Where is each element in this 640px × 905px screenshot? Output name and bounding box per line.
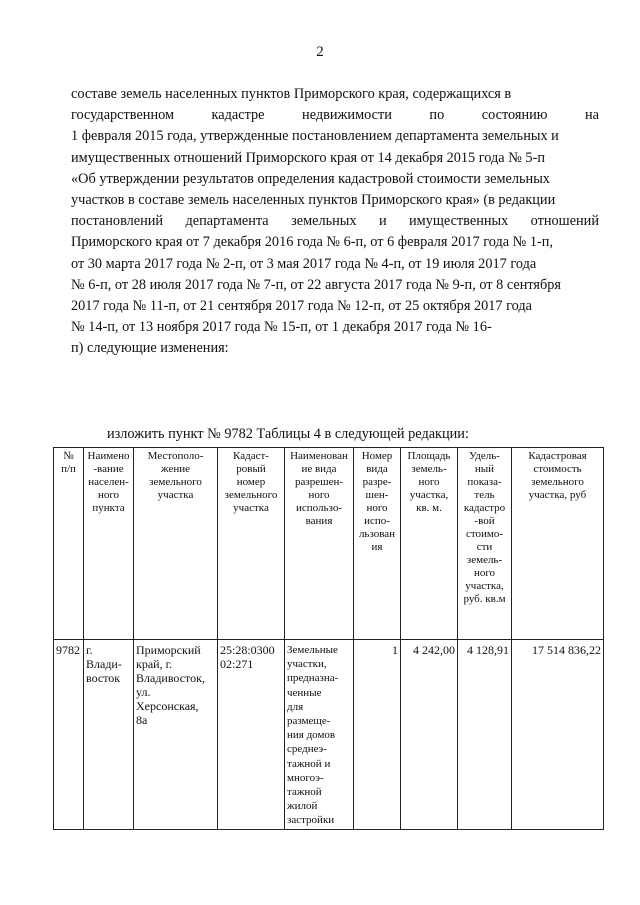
cell-area: 4 242,00 — [401, 640, 458, 830]
body-line: «Об утверждении результатов определения кадастровой стоимости земельных — [71, 170, 550, 187]
table-header-row — [54, 448, 604, 640]
body-line: имущественных отношений Приморского края от 14 декабря 2015 года № 5-п — [71, 149, 545, 166]
body-line: от 30 марта 2017 года № 2-п, от 3 мая 2017 года № 4-п, от 19 июля 2017 года — [71, 255, 537, 272]
body-line: Приморского края от 7 декабря 2016 года № 6-п, от 6 февраля 2017 года № 1-п, — [71, 234, 554, 251]
header-cell-location: Местополо- жение земельного участка — [134, 448, 218, 640]
body-line: № 6-п, от 28 июля 2017 года № 7-п, от 22 августа 2017 года № 9-п, от 8 сентября — [71, 276, 562, 293]
cell-number: 9782 — [54, 640, 84, 830]
page-number: 2 — [316, 44, 324, 60]
header-cell-use-name: Наименован ие вида разрешен- ного использо- вания — [285, 448, 354, 640]
header-cell-settlement: Наимено -вание населен- ного пункта — [84, 448, 134, 640]
body-line: государственном кадастре недвижимости по состоянию на — [71, 107, 599, 124]
cell-cadastral-number: 25:28:0300 02:271 — [218, 640, 285, 830]
header-cell-number: № п/п — [54, 448, 84, 640]
instruction-text: изложить пункт № 9782 Таблицы 4 в следующей редакции: — [107, 426, 469, 442]
cell-cadastral-value: 17 514 836,22 — [512, 640, 604, 830]
body-line: п) следующие изменения: — [71, 340, 229, 357]
header-cell-specific-value: Удель- ный показа- тель кадастро -вой стоимо- сти земель- ного участка, руб. кв.м — [458, 448, 512, 640]
body-line: 1 февраля 2015 года, утвержденные постановлением департамента земельных и — [71, 128, 559, 145]
cadastral-table — [53, 447, 604, 830]
cell-specific-value: 4 128,91 — [458, 640, 512, 830]
body-line: постановлений департамента земельных и имущественных отношений — [71, 213, 599, 230]
header-cell-cadastral-number: Кадаст- ровый номер земельного участка — [218, 448, 285, 640]
header-cell-area: Площадь земель- ного участка, кв. м. — [401, 448, 458, 640]
body-line: участков в составе земель населенных пунктов Приморского края» (в редакции — [71, 191, 556, 208]
body-line: № 14-п, от 13 ноября 2017 года № 15-п, от 1 декабря 2017 года № 16- — [71, 319, 492, 336]
header-cell-use-number: Номер вида разре- шен- ного испо- льзован ия — [354, 448, 401, 640]
table-row — [54, 640, 604, 830]
cell-use-name: Земельные участки, предназна- ченные для размеще- ния домов среднеэ- тажной и многоэ- тажной жилой застройки — [285, 640, 354, 830]
cell-use-number: 1 — [354, 640, 401, 830]
cell-settlement: г. Влади- восток — [84, 640, 134, 830]
body-line: составе земель населенных пунктов Приморского края, содержащихся в — [71, 86, 512, 102]
header-cell-cadastral-value: Кадастровая стоимость земельного участка, руб — [512, 448, 604, 640]
body-line: 2017 года № 11-п, от 21 сентября 2017 года № 12-п, от 25 октября 2017 года — [71, 297, 533, 314]
cell-location: Приморский край, г. Владивосток, ул. Херсонская, 8а — [134, 640, 218, 830]
body-paragraph — [71, 84, 599, 359]
